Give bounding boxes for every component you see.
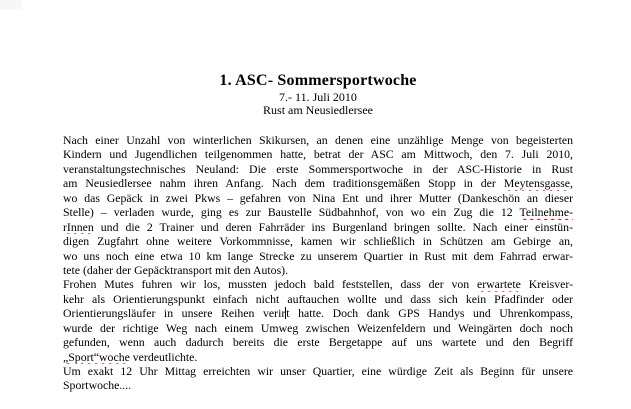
text-segment: digen Zugfahrt ohne weitere Vorkommnisse, kamen wir schließlich in Schützen am Gebirge an, xyxy=(63,234,573,249)
text-segment: Kreisver- xyxy=(520,277,573,292)
text-segment: und die 2 Trainer und deren Fahrräder ins Burgenland bringen sollte. Nach einer einstün- xyxy=(93,219,573,234)
text-segment: gefunden, wenn auch dadurch bereits die erste Bergetappe auf uns wartete und den Begriff xyxy=(63,335,573,350)
text-line xyxy=(63,133,573,147)
misspelled-word: Meytensgasse xyxy=(503,176,571,191)
text-line xyxy=(63,350,573,364)
text-segment: wo das Gepäck in zwei Pkws – gefahren von Nina xyxy=(63,190,343,205)
text-segment: , xyxy=(570,176,573,191)
text-segment: wo uns noch eine etwa 10 km lange Strecke zu unserem Quartier in Rust mit dem Fahrrad erwar- xyxy=(63,248,573,263)
misspelled-word: erwartete xyxy=(477,277,521,292)
misspelled-word: rInnen xyxy=(63,219,94,234)
text-segment: wurde der richtige Weg nach einem Umweg zwischen Weizenfeldern und Weingärten doch noch xyxy=(63,320,573,335)
text-segment: Sportwoche.... xyxy=(63,378,132,393)
corner-artifact xyxy=(0,0,22,10)
text-line xyxy=(63,162,573,176)
text-segment: Frohen Mutes fuhren wir los, mussten jedoch bald feststellen, dass der von xyxy=(63,277,477,292)
text-line xyxy=(63,335,573,349)
document-body[interactable] xyxy=(63,133,573,393)
text-line xyxy=(63,147,573,161)
text-segment: Um exakt 12 Uhr Mittag erreichten wir unser Quartier, eine würdige Zeit als Beginn für unsere xyxy=(63,364,573,378)
subtitle-date: 7.- 11. Juli 2010 xyxy=(279,90,357,104)
text-segment: tete (daher der Gepäcktransport mit den Autos). xyxy=(63,262,289,277)
document-header xyxy=(63,71,573,117)
subtitle-location: Rust am Neusiedlersee xyxy=(263,103,373,117)
text-line xyxy=(63,277,573,291)
misspelled-word: Ent xyxy=(342,190,359,205)
text-line xyxy=(63,378,573,392)
text-line xyxy=(63,321,573,335)
text-segment: kehr als Orientierungspunkt einfach nicht auftauchen wollte und dass sich kein Pfadfinder oder xyxy=(63,291,573,306)
text-line xyxy=(63,292,573,306)
page-title: 1. ASC- Sommersportwoche xyxy=(219,72,417,89)
text-segment: und ihrer Mutter (Dankeschön an dieser xyxy=(358,190,573,205)
text-line xyxy=(63,249,573,263)
text-segment: Stelle) – verladen wurde, ging es zur Baustelle Südbahnhof, von wo ein Zug die 12 xyxy=(63,205,520,220)
text-line xyxy=(63,191,573,205)
text-line xyxy=(63,306,573,320)
text-segment: t hatte. Doch dank GPS Handys und Uhrenkompass, xyxy=(286,306,573,321)
misspelled-word: „Sport“woche xyxy=(63,349,130,364)
text-segment: Kindern und Jugendlichen teilgenommen hatte, betrat der ASC am Mittwoch, den 7. Juli 2010, xyxy=(63,147,573,162)
text-segment: veranstaltungstechnisches Neuland: Die erste Sommersportwoche in der ASC-Historie in Rust xyxy=(63,161,573,176)
text-line xyxy=(63,234,573,248)
text-segment: am Neusiedlersee nahm ihren Anfang. Nach dem traditionsgemäßen Stopp in der xyxy=(63,176,504,191)
text-line xyxy=(63,176,573,190)
text-line xyxy=(63,205,573,219)
misspelled-word: Teilnehme- xyxy=(519,205,573,220)
text-segment: Orientierungsläufer in unsere Reihen verir xyxy=(63,306,286,321)
text-line xyxy=(63,263,573,277)
text-segment: verdeutlichte. xyxy=(129,349,198,364)
text-line xyxy=(63,220,573,234)
text-segment: Nach einer Unzahl von winterlichen Skikursen, an denen eine unzählige Menge von begeisterten xyxy=(63,133,573,147)
text-line xyxy=(63,364,573,378)
